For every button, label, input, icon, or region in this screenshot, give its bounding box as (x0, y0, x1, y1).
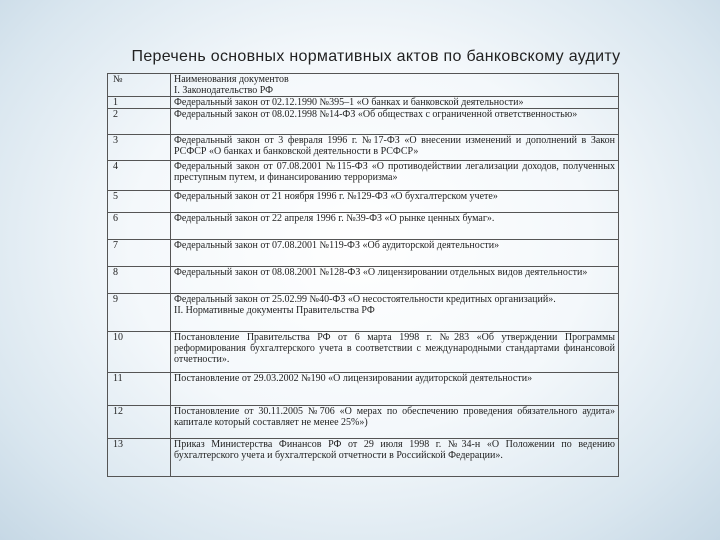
table-row (108, 406, 619, 439)
row-number: 4 (108, 161, 171, 191)
section-heading-laws: I. Законодательство РФ (174, 85, 274, 96)
row-number: 5 (108, 191, 171, 213)
row-text (171, 294, 619, 332)
table-row (108, 97, 619, 109)
row-number: 3 (108, 135, 171, 161)
table-row (108, 109, 619, 135)
section-heading-government: II. Нормативные документы Правительства РФ (174, 305, 375, 316)
column-header-number: № (108, 74, 171, 97)
row-number: 11 (108, 373, 171, 406)
row-text: Федеральный закон от 08.08.2001 №128-ФЗ «О лицензировании отдельных видов деятельности» (171, 267, 619, 294)
row-text: Постановление Правительства РФ от 6 марта 1998 г. №283 «Об утверждении Программы реформирования бухгалтерского учета в соответствии с международными стандартами финансовой отчетности». (171, 332, 619, 373)
row-text: Федеральный закон от 08.02.1998 №14-ФЗ «Об обществах с ограниченной ответственностью» (171, 109, 619, 135)
table-row (108, 267, 619, 294)
row-number: 10 (108, 332, 171, 373)
table-row (108, 191, 619, 213)
row-text: Федеральный закон от 21 ноября 1996 г. №129-ФЗ «О бухгалтерском учете» (171, 191, 619, 213)
table-row (108, 240, 619, 267)
row-text: Федеральный закон от 07.08.2001 №119-ФЗ «Об аудиторской деятельности» (171, 240, 619, 267)
table-row (108, 373, 619, 406)
row-text: Федеральный закон от 07.08.2001 №115-ФЗ «О противодействии легализации доходов, полученных преступным путем, и финансированию терроризма» (171, 161, 619, 191)
row-text: Постановление от 29.03.2002 №190 «О лицензировании аудиторской деятельности» (171, 373, 619, 406)
table-row (108, 332, 619, 373)
column-header-name (171, 74, 619, 97)
column-header-name-label: Наименования документов (174, 74, 289, 85)
table-row (108, 161, 619, 191)
row-text: Приказ Министерства Финансов РФ от 29 июля 1998 г. №34-н «О Положении по ведению бухгалтерского учета и бухгалтерской отчетности в Российской Федерации». (171, 439, 619, 477)
page-title: Перечень основных нормативных актов по банковскому аудиту (131, 48, 621, 65)
row-number: 2 (108, 109, 171, 135)
table-row (108, 294, 619, 332)
row-text: Федеральный закон от 3 февраля 1996 г. №17-ФЗ «О внесении изменений и дополнений в Закон РСФСР «О банках и банковской деятельности в РСФСР» (171, 135, 619, 161)
row-number: 7 (108, 240, 171, 267)
table-header-row (108, 74, 619, 97)
row-text: Федеральный закон от 22 апреля 1996 г. №39-ФЗ «О рынке ценных бумаг». (171, 213, 619, 240)
row-number: 9 (108, 294, 171, 332)
table-row (108, 135, 619, 161)
row-text: Постановление от 30.11.2005 №706 «О мерах по обеспечению проведения обязательного аудита» капитале который составляет не менее 25%») (171, 406, 619, 439)
row-number: 6 (108, 213, 171, 240)
table-row (108, 439, 619, 477)
row-number: 1 (108, 97, 171, 109)
acts-table (107, 73, 619, 477)
row-text-content: Федеральный закон от 25.02.99 №40-ФЗ «О несостоятельности кредитных организаций». (174, 294, 556, 305)
table-row (108, 213, 619, 240)
row-text: Федеральный закон от 02.12.1990 №395–1 «О банках и банковской деятельности» (171, 97, 619, 109)
row-number: 8 (108, 267, 171, 294)
row-number: 13 (108, 439, 171, 477)
row-number: 12 (108, 406, 171, 439)
